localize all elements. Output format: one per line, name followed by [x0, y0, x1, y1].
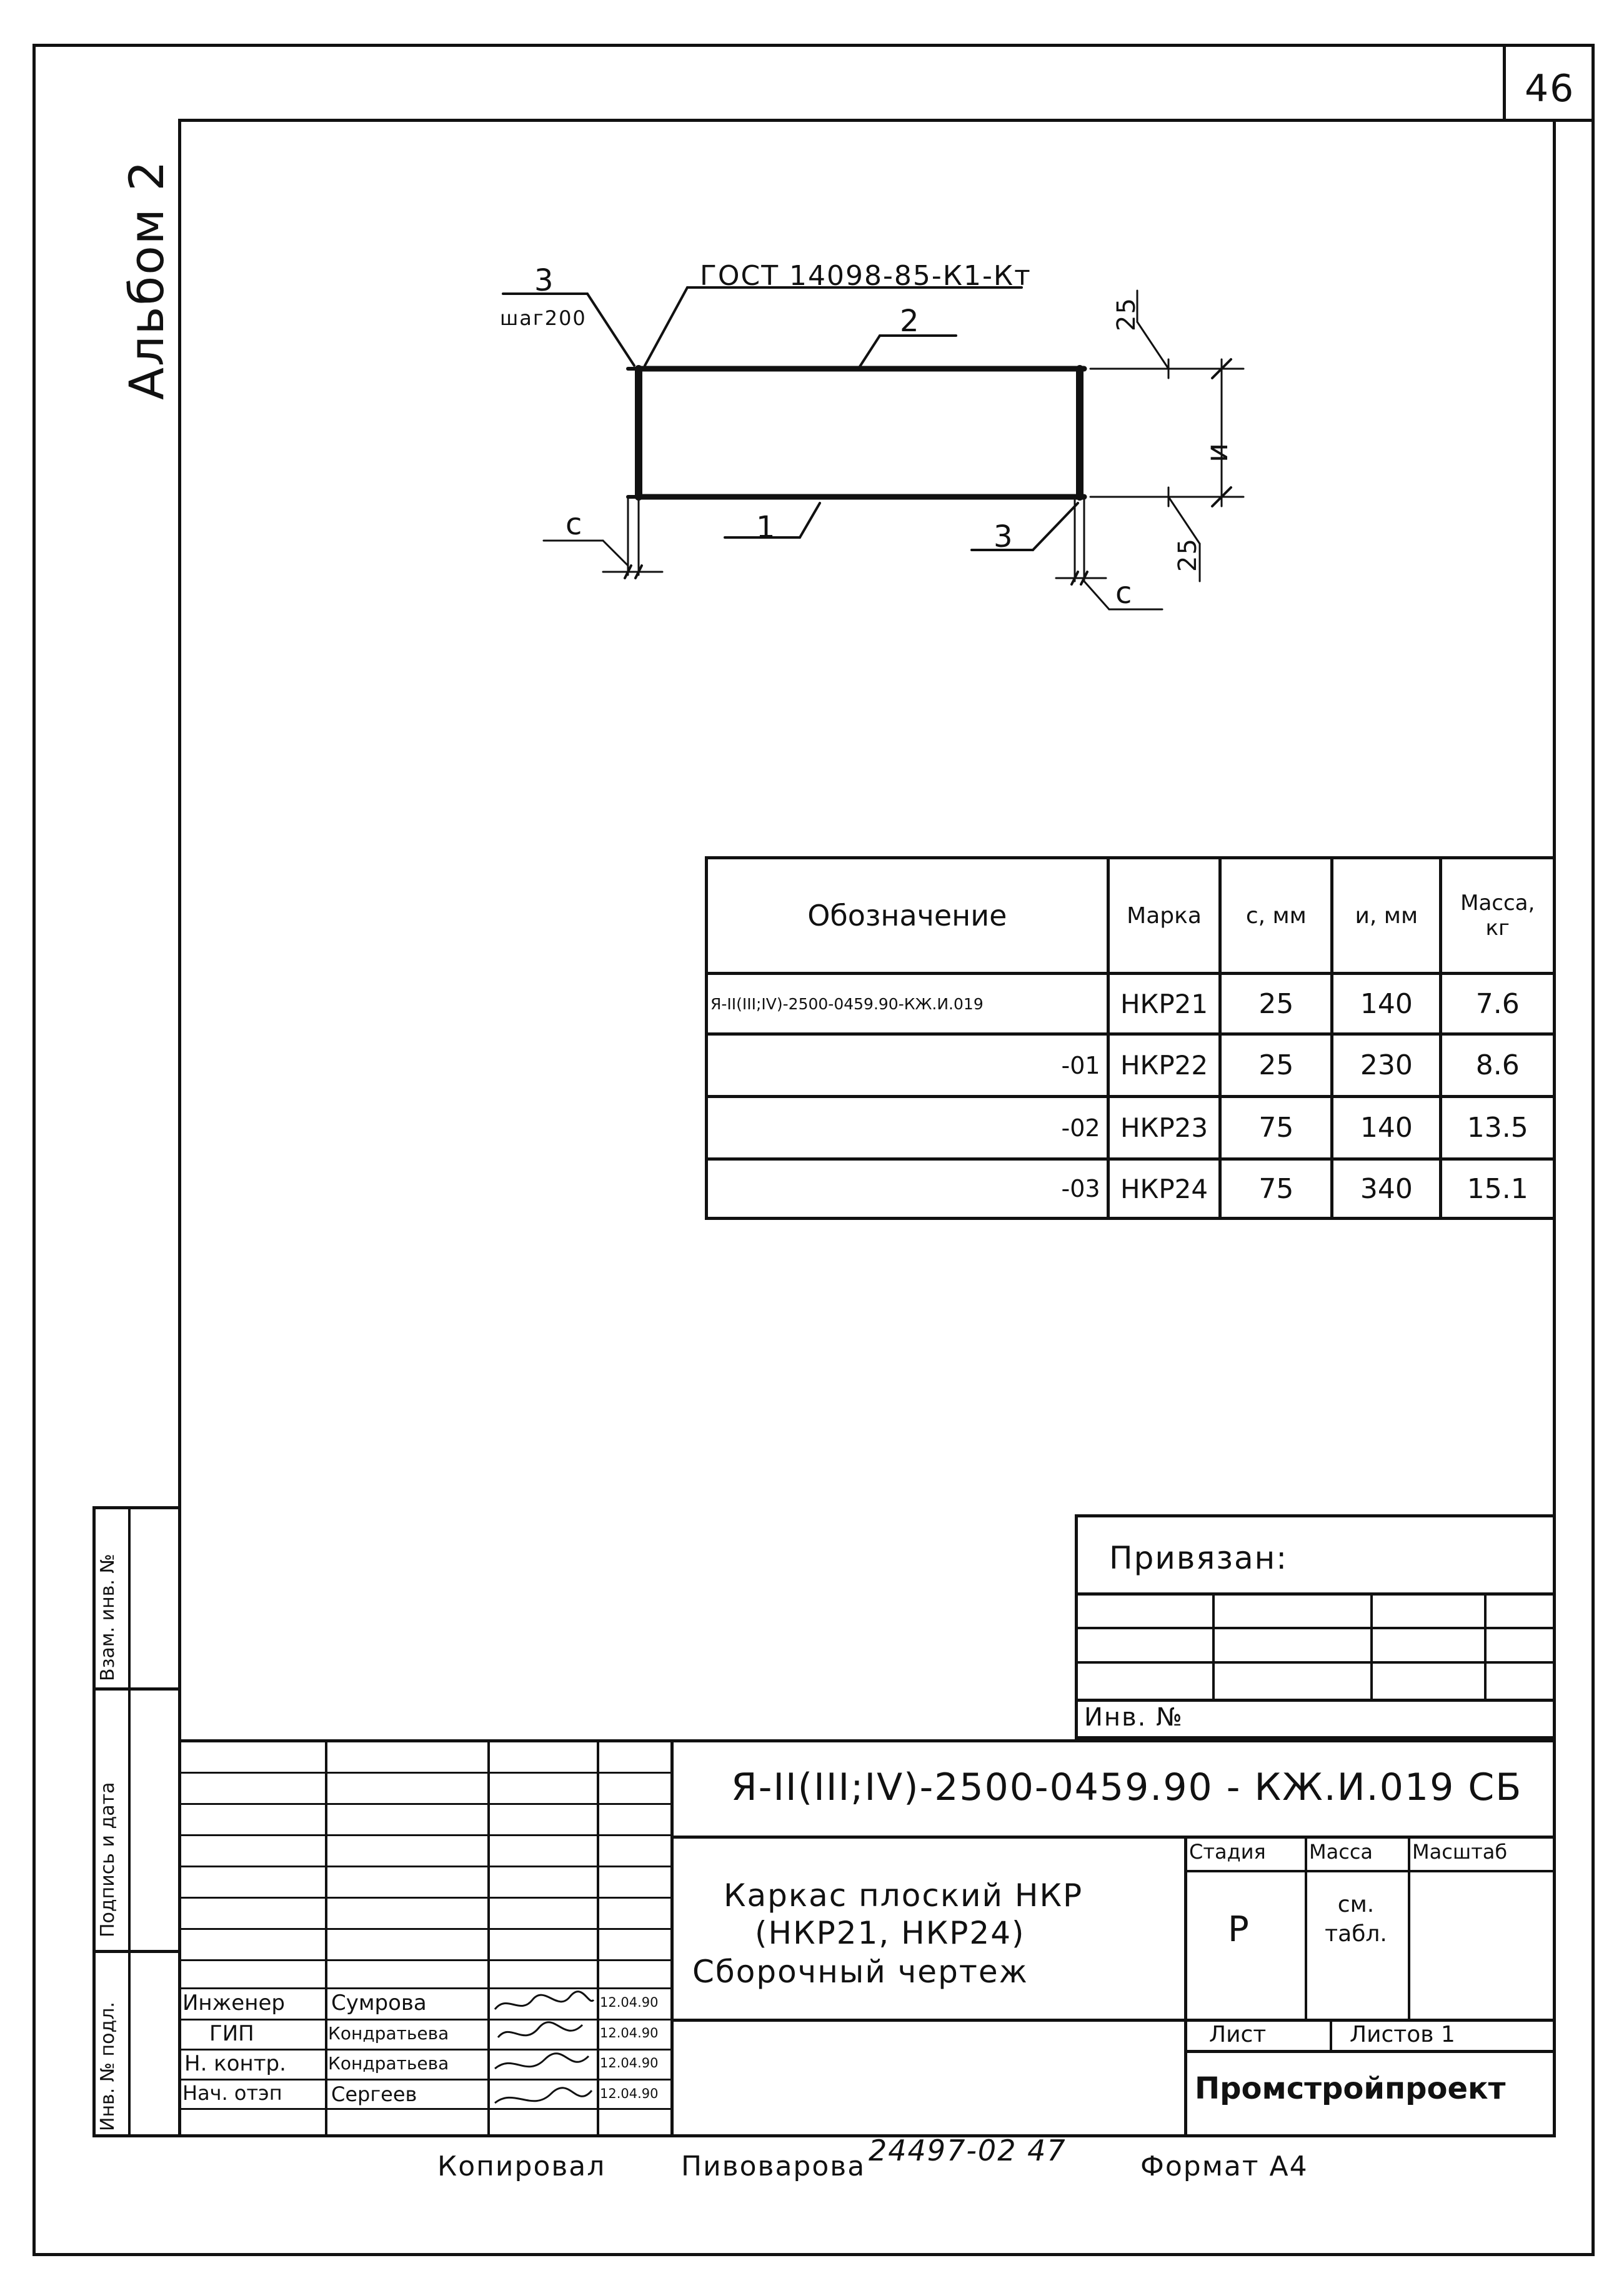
row-u: 340: [1332, 1159, 1441, 1219]
dim-c-right: с: [1115, 576, 1133, 611]
row-designation: -03: [707, 1159, 1108, 1219]
title-col-divider: [1305, 1836, 1307, 2019]
staff-row-line: [178, 1987, 670, 1989]
staff-row-line: [178, 1834, 670, 1836]
row-c: 75: [1220, 1097, 1332, 1159]
side-strip-divider: [92, 1687, 178, 1691]
staff-col-divider: [597, 1739, 599, 2137]
row-mass: 15.1: [1441, 1159, 1555, 1219]
title-line: [1184, 2050, 1556, 2053]
row-mark: НКР21: [1108, 974, 1220, 1034]
staff-row-line: [178, 1959, 670, 1961]
drawing-name-line-3: Сборочный чертеж: [692, 1954, 1029, 1990]
table-row: [707, 974, 1555, 1034]
signatures: [489, 1987, 596, 2137]
header-mass: Масса, кг: [1441, 858, 1555, 974]
staff-col-divider: [670, 1739, 674, 2137]
staff-name: Сергеев: [331, 2082, 417, 2106]
row-mark: НКР22: [1108, 1034, 1220, 1097]
staff-name: Кондратьева: [328, 2023, 449, 2044]
spec-header-row: [707, 858, 1555, 974]
frame-drawing: [475, 250, 1300, 637]
table-row: [707, 1159, 1555, 1219]
staff-row-line: [178, 2019, 670, 2021]
gost-label: ГОСТ 14098-85-К1-Кт: [700, 260, 1032, 292]
title-col-divider: [1408, 1836, 1410, 2019]
staff-col-divider: [325, 1739, 327, 2137]
header-c: с, мм: [1220, 858, 1332, 974]
table-row: [707, 1034, 1555, 1097]
staff-row-line: [178, 1803, 670, 1805]
staff-name: Кондратьева: [328, 2053, 449, 2074]
drawing-name-line-1: Каркас плоский НКР: [724, 1877, 1083, 1914]
dim-c-left: с: [565, 507, 584, 542]
dim-u: и: [1200, 441, 1235, 462]
position-1: 1: [756, 510, 777, 545]
order-number: 24497-02 47: [869, 2134, 1067, 2167]
row-c: 25: [1220, 974, 1332, 1034]
document-code: Я-II(III;IV)-2500-0459.90 - КЖ.И.019 СБ: [731, 1766, 1523, 1809]
staff-row-line: [178, 1928, 670, 1930]
staff-role: Н. контр.: [184, 2051, 286, 2076]
row-designation: -01: [707, 1034, 1108, 1097]
side-label-replace-inv: Взам. инв. №: [97, 1554, 119, 1681]
position-3-top: 3: [534, 263, 555, 298]
header-u: и, мм: [1332, 858, 1441, 974]
dim-25-top: 25: [1112, 297, 1141, 331]
album-label: Альбом 2: [119, 159, 174, 400]
staff-name: Сумрова: [331, 1991, 427, 2016]
row-u: 140: [1332, 974, 1441, 1034]
row-mass: 7.6: [1441, 974, 1555, 1034]
side-label-signature-date: Подпись и дата: [97, 1782, 119, 1937]
staff-row-line: [178, 2049, 670, 2051]
staff-role: Инженер: [182, 1991, 285, 2016]
table-row: [707, 1097, 1555, 1159]
staff-row-line: [178, 1772, 670, 1774]
organization-name: Промстройпроект: [1195, 2071, 1506, 2106]
staff-date: 12.04.90: [600, 1995, 659, 2010]
title-col-divider: [1330, 2019, 1332, 2050]
binding-divider: [1212, 1592, 1215, 1699]
staff-date: 12.04.90: [600, 2056, 659, 2071]
binding-line: [1075, 1699, 1556, 1702]
binding-inv-label: Инв. №: [1084, 1703, 1183, 1732]
staff-row-line: [178, 1897, 670, 1899]
position-2: 2: [900, 304, 920, 339]
drawing-name-line-2: (НКР21, НКР24): [755, 1915, 1025, 1951]
staff-date: 12.04.90: [600, 2026, 659, 2041]
binding-title: Привязан:: [1109, 1540, 1288, 1576]
row-mass: 13.5: [1441, 1097, 1555, 1159]
stage-label: Стадия: [1189, 1840, 1266, 1864]
scale-label: Масштаб: [1412, 1840, 1508, 1864]
mass-value: см. табл.: [1325, 1892, 1387, 1947]
row-c: 75: [1220, 1159, 1332, 1219]
row-c: 25: [1220, 1034, 1332, 1097]
staff-date: 12.04.90: [600, 2086, 659, 2101]
side-strip-divider: [92, 1950, 178, 1953]
staff-row-line: [178, 2108, 670, 2110]
header-mark: Марка: [1108, 858, 1220, 974]
step-label: шаг200: [500, 306, 587, 330]
page-number: 46: [1525, 67, 1575, 111]
header-designation: Обозначение: [707, 858, 1108, 974]
staff-role: ГИП: [209, 2021, 254, 2046]
staff-row-line: [178, 2079, 670, 2081]
row-mark: НКР23: [1108, 1097, 1220, 1159]
format-label: Формат А4: [1140, 2151, 1308, 2182]
sheets-label: Листов 1: [1350, 2022, 1455, 2047]
row-u: 140: [1332, 1097, 1441, 1159]
copied-label: Копировал: [437, 2151, 606, 2182]
position-3-bottom: 3: [994, 519, 1014, 554]
title-col-divider: [1184, 1836, 1187, 2137]
sheet-label: Лист: [1209, 2022, 1267, 2047]
row-u: 230: [1332, 1034, 1441, 1097]
row-mark: НКР24: [1108, 1159, 1220, 1219]
mass-label: Масса: [1309, 1840, 1373, 1864]
title-line: [1184, 1870, 1556, 1872]
side-label-inv-original: Инв. № подл.: [97, 2002, 119, 2131]
spec-table: [705, 856, 1556, 1220]
staff-role: Нач. отэп: [182, 2081, 282, 2105]
dim-25-bottom: 25: [1173, 537, 1202, 572]
staff-row-line: [178, 1866, 670, 1867]
stage-value: Р: [1228, 1909, 1249, 1950]
binding-divider: [1484, 1592, 1487, 1699]
title-line: [670, 1836, 1556, 1839]
copied-by: Пивоварова: [681, 2151, 866, 2182]
binding-divider: [1370, 1592, 1373, 1699]
row-designation: -02: [707, 1097, 1108, 1159]
row-designation: Я-II(III;IV)-2500-0459.90-КЖ.И.019: [707, 974, 1108, 1034]
row-mass: 8.6: [1441, 1034, 1555, 1097]
side-strip-divider: [128, 1506, 131, 2137]
